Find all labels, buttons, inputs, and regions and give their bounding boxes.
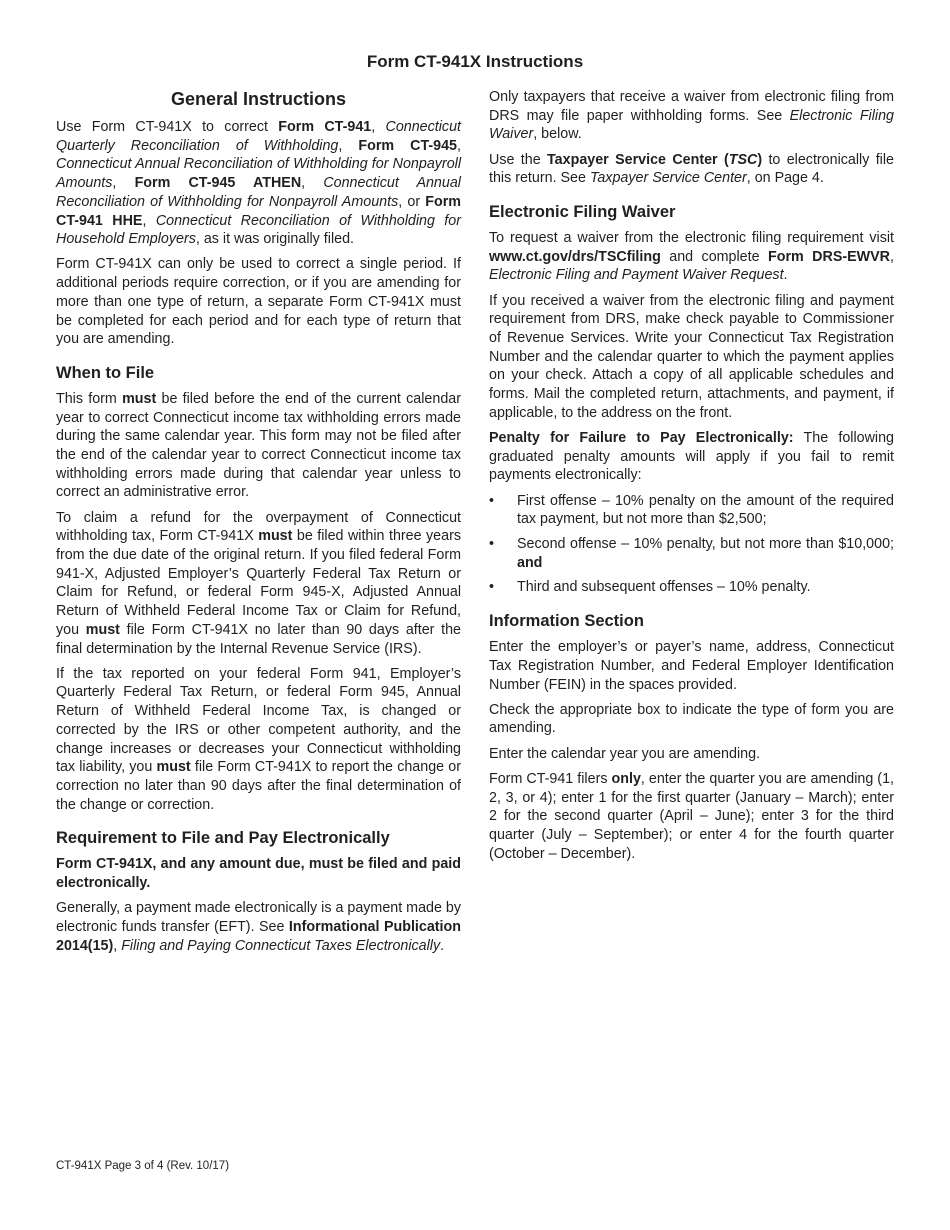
list-item: • First offense – 10% penalty on the amount of the required tax payment, but not more than $2,500; xyxy=(489,492,894,528)
electronic-requirement-statement: Form CT-941X, and any amount due, must be filed and paid electronically. xyxy=(56,856,461,892)
page-title: Form CT-941X Instructions xyxy=(366,52,584,71)
eft-paragraph: Generally, a payment made electronically is a payment made by electronic funds transfer (EFT). See Informational Publication 2014(15), Filing and Paying Connecticut Taxes Electronically. xyxy=(56,900,462,954)
tscfiling-link[interactable]: www.ct.gov/drs/TSCfiling xyxy=(489,248,661,265)
general-instructions-heading: General Instructions xyxy=(170,89,347,109)
single-period-paragraph: Form CT-941X can only be used to correct a single period. If additional periods require correction, or if you are amending for more than one type of return, a separate Form CT-941X must be completed for each period and for each type of return that you are amending. xyxy=(56,256,461,348)
irs-change-paragraph: If the tax reported on your federal Form 941, Employer’s Quarterly Federal Tax Return, or federal Form 945, Annual Return of Withheld Federal Income Tax, is changed or corrected by the IRS or other competent authority, and the change increases or decreases your Connecticut withholding tax liability, you must file Form CT-941X to report the change or correction no later than 90 days after the final determination of the change or correction. xyxy=(56,665,462,813)
right-column xyxy=(489,88,894,870)
quarter-paragraph: Form CT-941 filers only, enter the quarter you are amending (1, 2, 3, or 4); enter 1 for the first quarter (January – March); enter 2 for the second quarter (April – June); enter 3 for the third quarter (July – September); or enter 4 for the fourth quarter (October – December). xyxy=(489,770,894,862)
paper-filing-paragraph: Only taxpayers that receive a waiver from electronic filing from DRS may file paper withholding forms. See Electronic Filing Waiver, below. xyxy=(489,89,894,143)
general-instructions-paragraph: Use Form CT-941X to correct Form CT-941, Connecticut Quarterly Reconciliation of Withholding, Form CT-945, Connecticut Annual Reconciliation of Withholding for Nonpayroll Amounts, Form CT-945 ATHEN, Connecticut Annual Reconciliation of Withholding for Nonpayroll Amounts, or Form CT-941 HHE, Connecticut Reconciliation of Withholding for Household Employers, as it was originally filed. xyxy=(56,119,461,248)
refund-claim-paragraph: To claim a refund for the overpayment of Connecticut withholding tax, Form CT-941X must be filed within three years from the due date of the original return. If you filed federal Form 941-X, Adjusted Employer’s Quarterly Federal Tax Return or Claim for Refund, or federal Form 945-X, Adjusted Annual Return of Withheld Federal Income Tax or Claim for Refund, you must file Form CT-941X no later than 90 days after the final determination by the Internal Revenue Service (IRS). xyxy=(56,509,461,657)
information-section-heading: Information Section xyxy=(489,612,644,631)
requirement-electronic-heading: Requirement to File and Pay Electronically xyxy=(56,829,390,848)
waiver-request-paragraph: To request a waiver from the electronic filing requirement visit www.ct.gov/drs/TSCfiling and complete Form DRS-EWVR, Electronic Filing and Payment Waiver Request. xyxy=(489,230,894,284)
bullet-icon: • xyxy=(489,492,495,509)
list-item: • Second offense – 10% penalty, but not more than $10,000; and xyxy=(489,536,894,571)
page-footer: CT-941X Page 3 of 4 (Rev. 10/17) xyxy=(56,1160,230,1172)
penalty-list xyxy=(489,492,894,598)
filing-waiver-heading: Electronic Filing Waiver xyxy=(489,203,676,222)
calendar-year-paragraph: Enter the calendar year you are amending. xyxy=(489,745,761,762)
when-to-file-heading: When to File xyxy=(56,363,155,382)
list-item: • Third and subsequent offenses – 10% penalty. xyxy=(489,579,811,596)
employer-info-paragraph: Enter the employer’s or payer’s name, address, Connecticut Tax Registration Number, and Federal Employer Identification Number (FEIN) in the spaces provided. xyxy=(489,639,894,693)
left-column xyxy=(56,87,461,962)
form-type-paragraph: Check the appropriate box to indicate the type of form you are amending. xyxy=(489,701,894,737)
tsc-paragraph: Use the Taxpayer Service Center (TSC) to electronically file this return. See Taxpayer Service Center, on Page 4. xyxy=(489,151,894,187)
penalty-paragraph: Penalty for Failure to Pay Electronically: The following graduated penalty amounts will apply if you fail to remit payments electronically: xyxy=(489,430,894,484)
waiver-payment-paragraph: If you received a waiver from the electronic filing and payment requirement from DRS, make check payable to Commissioner of Revenue Services. Write your Connecticut Tax Registration Number and the calendar quarter to which the payment applies on your check. Attach a copy of all applicable schedules and forms. Mail the completed return, attachments, and payment, if applicable, to the address on the front. xyxy=(489,292,894,421)
bullet-icon: • xyxy=(489,579,495,596)
when-to-file-paragraph: This form must be filed before the end of the current calendar year to correct Connecticut income tax withholding errors made during the same calendar year. This form may not be filed after the end of the calendar year to correct Connecticut income tax withholding errors made during that calendar year unless to correct an administrative error. xyxy=(56,390,461,501)
bullet-icon: • xyxy=(489,536,495,553)
